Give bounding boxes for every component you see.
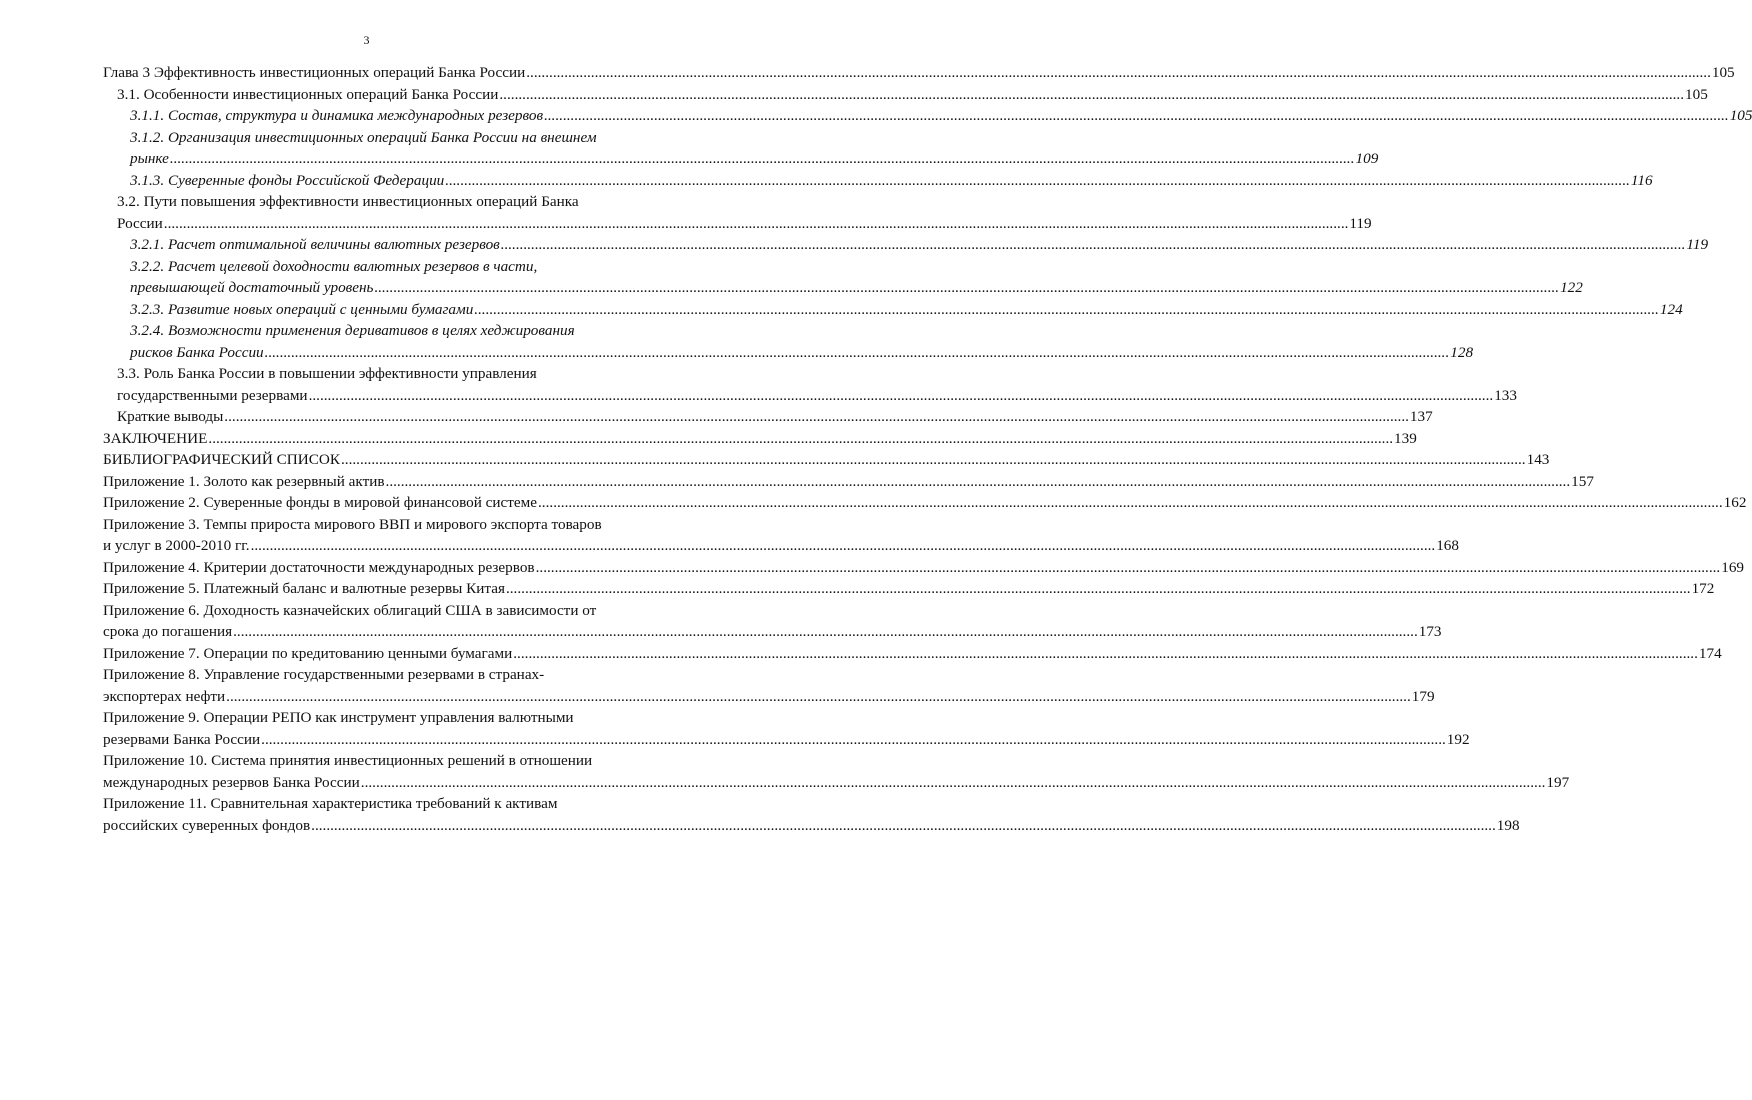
toc-entry-page: 179 (1411, 687, 1435, 705)
toc-entry-title-line: рисков Банка России (130, 343, 264, 361)
toc-entry[interactable] (103, 492, 1747, 514)
toc-entry[interactable] (103, 127, 1379, 170)
toc-entry-page: 172 (1691, 580, 1715, 597)
toc-entry-page: 173 (1418, 623, 1442, 640)
toc-entry-page: 137 (1409, 408, 1433, 425)
toc-entry-title-line: Приложение 10. Система принятия инвестиционных решений в отношении (103, 752, 593, 769)
dot-leader (341, 449, 1526, 471)
dot-leader (374, 277, 1559, 299)
toc-entry-title-line: Глава 3 Эффективность инвестиционных операций Банка России (103, 64, 526, 81)
dot-leader (251, 535, 1436, 557)
toc-entry[interactable] (103, 471, 1594, 493)
dot-leader (501, 234, 1686, 256)
toc-entry-title-line: Приложение 1. Золото как резервный актив (103, 472, 385, 490)
dot-leader (513, 643, 1698, 665)
toc-entry-title-line: Краткие выводы (117, 408, 224, 425)
toc-entry-title-line: 3.2. Пути повышения эффективности инвестиционных операций Банка (117, 193, 579, 210)
toc-entry-title-line: Приложение 7. Операции по кредитованию ценными бумагами (103, 644, 513, 662)
toc-entry-page: 197 (1546, 773, 1570, 791)
toc-entry[interactable] (103, 320, 1474, 363)
toc-entry-title-line: 3.2.3. Развитие новых операций с ценными бумагами (130, 300, 474, 318)
toc-entry-title-line: Приложение 6. Доходность казначейских облигаций США в зависимости от (103, 601, 597, 619)
dot-leader (499, 84, 1684, 106)
toc-entry[interactable] (103, 428, 1417, 450)
dot-leader (386, 471, 1571, 493)
dot-leader (544, 105, 1729, 127)
toc-entry-page: 124 (1659, 300, 1683, 318)
toc-entry[interactable] (103, 578, 1715, 600)
toc-entry[interactable] (103, 514, 1459, 557)
dot-leader (265, 342, 1450, 364)
dot-leader (226, 686, 1411, 708)
toc-entry-title-line: Приложение 4. Критерии достаточности международных резервов (103, 558, 535, 576)
toc-entry-page: 143 (1526, 451, 1550, 468)
dot-leader (506, 578, 1691, 600)
toc-entry[interactable] (103, 449, 1550, 471)
toc-entry-title-line: Приложение 3. Темпы прироста мирового ВВП и мирового экспорта товаров (103, 515, 602, 533)
toc-entry-title-line: рынке (130, 150, 169, 167)
toc-entry[interactable] (103, 406, 1433, 428)
toc-entry-page: 169 (1721, 558, 1744, 576)
toc-entry[interactable] (103, 643, 1722, 665)
toc-entry-page: 109 (1355, 150, 1379, 167)
toc-entry-page: 119 (1349, 214, 1372, 232)
toc-entry-title-line: резервами Банка России (103, 730, 261, 748)
dot-leader (526, 62, 1711, 84)
toc-entry[interactable] (103, 62, 1735, 84)
toc-entry-title-line: 3.3. Роль Банка России в повышении эффективности управления (117, 365, 537, 382)
toc-entry[interactable] (103, 707, 1470, 750)
dot-leader (311, 815, 1496, 837)
toc-entry-page: 116 (1630, 171, 1653, 189)
dot-leader (361, 772, 1546, 794)
toc-entry[interactable] (103, 664, 1435, 707)
toc-entry[interactable] (103, 256, 1583, 299)
dot-leader (224, 406, 1409, 428)
dot-leader (445, 170, 1630, 192)
toc-entry[interactable] (103, 750, 1570, 793)
toc-entry-title-line: Приложение 11. Сравнительная характеристика требований к активам (103, 795, 558, 812)
toc-entry[interactable] (103, 191, 1372, 234)
dot-leader (164, 213, 1349, 235)
toc-entry-page: 162 (1723, 494, 1747, 511)
toc-entry-title-line: 3.1.2. Организация инвестиционных операций Банка России на внешнем (130, 128, 597, 146)
toc-entry[interactable] (103, 105, 1752, 127)
toc-entry-page: 192 (1446, 730, 1470, 748)
toc-entry-title-line: 3.2.2. Расчет целевой доходности валютных резервов в части, (130, 257, 538, 275)
toc-entry-page: 105 (1729, 107, 1752, 124)
table-of-contents (103, 62, 1752, 836)
toc-entry-page: 174 (1698, 644, 1722, 662)
toc-entry-title-line: превышающей достаточный уровень (130, 279, 374, 296)
toc-entry-title-line: России (117, 214, 163, 232)
toc-entry-page: 128 (1450, 343, 1474, 361)
toc-entry-page: 198 (1496, 816, 1520, 834)
toc-entry[interactable] (103, 170, 1653, 192)
toc-entry[interactable] (103, 299, 1683, 321)
toc-entry-title-line: БИБЛИОГРАФИЧЕСКИЙ СПИСОК (103, 451, 340, 468)
toc-entry-title-line: государственными резервами (117, 386, 308, 404)
toc-entry[interactable] (103, 557, 1744, 579)
dot-leader (474, 299, 1659, 321)
toc-entry-title-line: 3.2.1. Расчет оптимальной величины валютных резервов (130, 236, 500, 253)
toc-entry-title-line: экспортерах нефти (103, 687, 226, 705)
dot-leader (208, 428, 1393, 450)
page-number: 3 (363, 33, 370, 47)
toc-entry-title-line: российских суверенных фондов (103, 816, 311, 834)
toc-entry-page: 157 (1571, 472, 1594, 490)
toc-entry[interactable] (103, 84, 1708, 106)
toc-entry[interactable] (103, 234, 1709, 256)
toc-entry-title-line: ЗАКЛЮЧЕНИЕ (103, 429, 208, 447)
toc-entry-title-line: Приложение 2. Суверенные фонды в мировой финансовой системе (103, 494, 537, 511)
dot-leader (261, 729, 1446, 751)
dot-leader (233, 621, 1418, 643)
dot-leader (170, 148, 1355, 170)
toc-entry-title-line: Приложение 8. Управление государственными резервами в странах- (103, 666, 545, 683)
toc-entry-title-line: 3.1.1. Состав, структура и динамика международных резервов (130, 107, 544, 124)
toc-entry-title-line: международных резервов Банка России (103, 773, 360, 791)
toc-entry-page: 139 (1394, 429, 1417, 447)
toc-entry[interactable] (103, 793, 1520, 836)
toc-entry-title-line: 3.2.4. Возможности применения деривативов в целях хеджирования (130, 322, 575, 339)
toc-entry-title-line: Приложение 9. Операции РЕПО как инструмент управления валютными (103, 709, 574, 726)
toc-entry-title-line: Приложение 5. Платежный баланс и валютные резервы Китая (103, 580, 505, 597)
toc-entry[interactable] (103, 600, 1442, 643)
dot-leader (309, 385, 1494, 407)
toc-entry-page: 119 (1686, 236, 1709, 253)
toc-entry-page: 168 (1436, 537, 1459, 554)
toc-entry-title-line: 3.1. Особенности инвестиционных операций Банка России (117, 85, 499, 103)
dot-leader (538, 492, 1723, 514)
toc-entry-title-line: 3.1.3. Суверенные фонды Российской Федерации (130, 171, 445, 189)
toc-entry-page: 133 (1494, 386, 1517, 404)
toc-entry-title-line: срока до погашения (103, 623, 233, 640)
toc-entry[interactable] (103, 363, 1517, 406)
toc-entry-page: 122 (1560, 279, 1583, 296)
dot-leader (536, 557, 1721, 579)
toc-entry-title-line: и услуг в 2000-2010 гг. (103, 537, 250, 554)
toc-entry-page: 105 (1711, 64, 1735, 81)
toc-entry-page: 105 (1685, 85, 1708, 103)
